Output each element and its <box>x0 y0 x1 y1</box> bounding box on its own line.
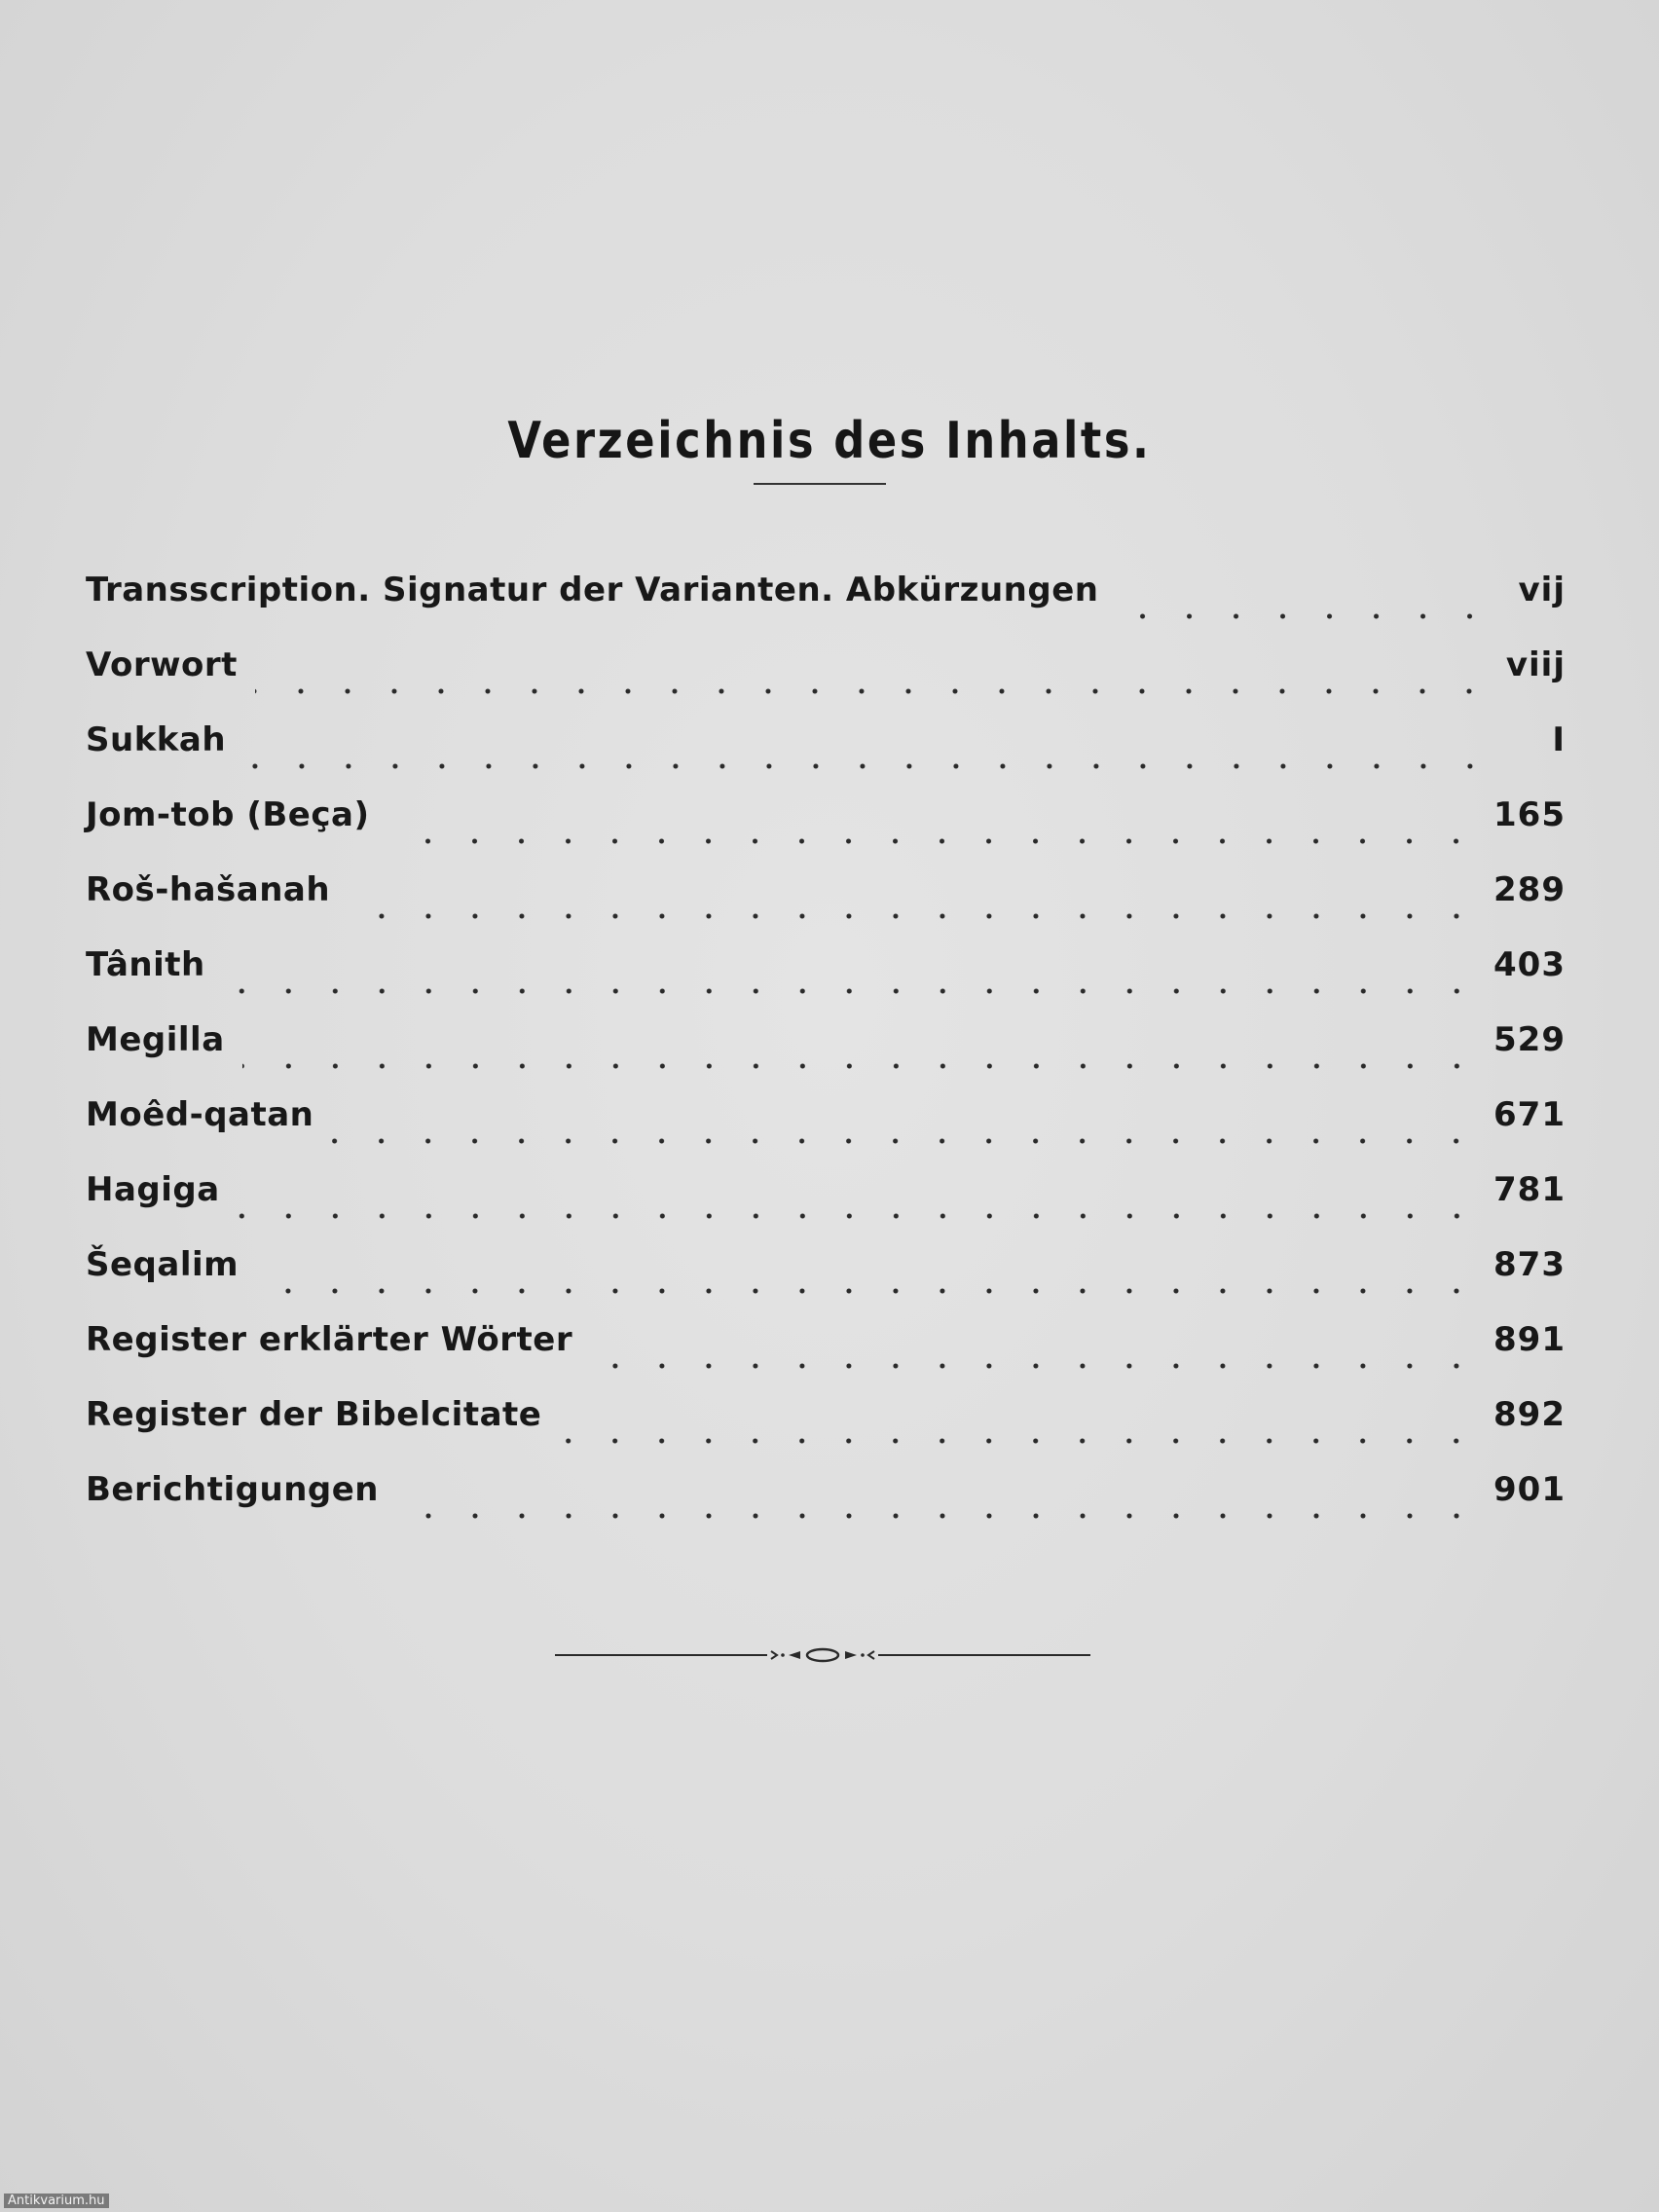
page-title: Verzeichnis des Inhalts. <box>507 411 1152 470</box>
toc-entry-label: Šeqalim <box>86 1245 240 1284</box>
toc-entry-page: I <box>1552 720 1566 759</box>
toc-entry-label: Sukkah <box>86 720 227 759</box>
title-divider <box>754 483 886 485</box>
toc-entry <box>86 571 1566 645</box>
ornamental-divider <box>555 1645 1090 1665</box>
toc-entry <box>86 645 1566 720</box>
toc-entry <box>86 1470 1566 1545</box>
dot-leader <box>590 1361 1480 1371</box>
toc-entry-page: 781 <box>1493 1170 1566 1209</box>
toc-entry-page: 165 <box>1493 795 1566 834</box>
toc-entry <box>86 1320 1566 1395</box>
toc-entry-label: Register erklärter Wörter <box>86 1320 573 1359</box>
toc-entry-page: 891 <box>1493 1320 1566 1359</box>
toc-entry-page: 403 <box>1493 945 1566 984</box>
toc-entry-label: Jom-tob (Beça) <box>86 795 370 834</box>
dot-leader <box>396 1511 1480 1521</box>
toc-entry <box>86 1245 1566 1320</box>
toc-entry-label: Hagiga <box>86 1170 220 1209</box>
toc-entry-label: Register der Bibelcitate <box>86 1395 542 1434</box>
dot-leader <box>387 836 1480 846</box>
toc-entry-page: 901 <box>1493 1470 1566 1509</box>
dot-leader <box>243 761 1493 771</box>
toc-entry-page: 529 <box>1493 1020 1566 1059</box>
dot-leader <box>255 686 1493 696</box>
dot-leader <box>242 1061 1480 1071</box>
dot-leader <box>331 1136 1480 1146</box>
toc-entry-page: vij <box>1518 571 1566 609</box>
watermark-label: Antikvarium.hu <box>4 2194 109 2208</box>
table-of-contents <box>86 571 1566 1545</box>
toc-entry-page: 289 <box>1493 870 1566 909</box>
toc-entry <box>86 795 1566 870</box>
toc-entry-label: Tânith <box>86 945 205 984</box>
toc-entry-page: viij <box>1505 645 1566 684</box>
toc-entry-label: Vorwort <box>86 645 238 684</box>
toc-entry-label: Transscription. Signatur der Varianten. Abkürzungen <box>86 571 1099 609</box>
dot-leader <box>238 1211 1480 1221</box>
toc-entry-label: Megilla <box>86 1020 225 1059</box>
toc-entry-page: 892 <box>1493 1395 1566 1434</box>
toc-entry-label: Moêd-qatan <box>86 1095 314 1134</box>
dot-leader <box>348 911 1480 921</box>
toc-entry <box>86 945 1566 1020</box>
toc-entry-label: Berichtigungen <box>86 1470 380 1509</box>
toc-entry <box>86 870 1566 945</box>
toc-entry <box>86 1020 1566 1095</box>
toc-entry-page: 873 <box>1493 1245 1566 1284</box>
toc-entry-label: Roš-hašanah <box>86 870 331 909</box>
toc-entry <box>86 1170 1566 1245</box>
toc-entry-page: 671 <box>1493 1095 1566 1134</box>
toc-entry <box>86 1095 1566 1170</box>
dot-leader <box>559 1436 1480 1446</box>
toc-entry <box>86 1395 1566 1470</box>
dot-leader <box>223 986 1480 996</box>
dot-leader <box>1116 611 1493 621</box>
toc-entry <box>86 720 1566 795</box>
dot-leader <box>256 1286 1480 1296</box>
